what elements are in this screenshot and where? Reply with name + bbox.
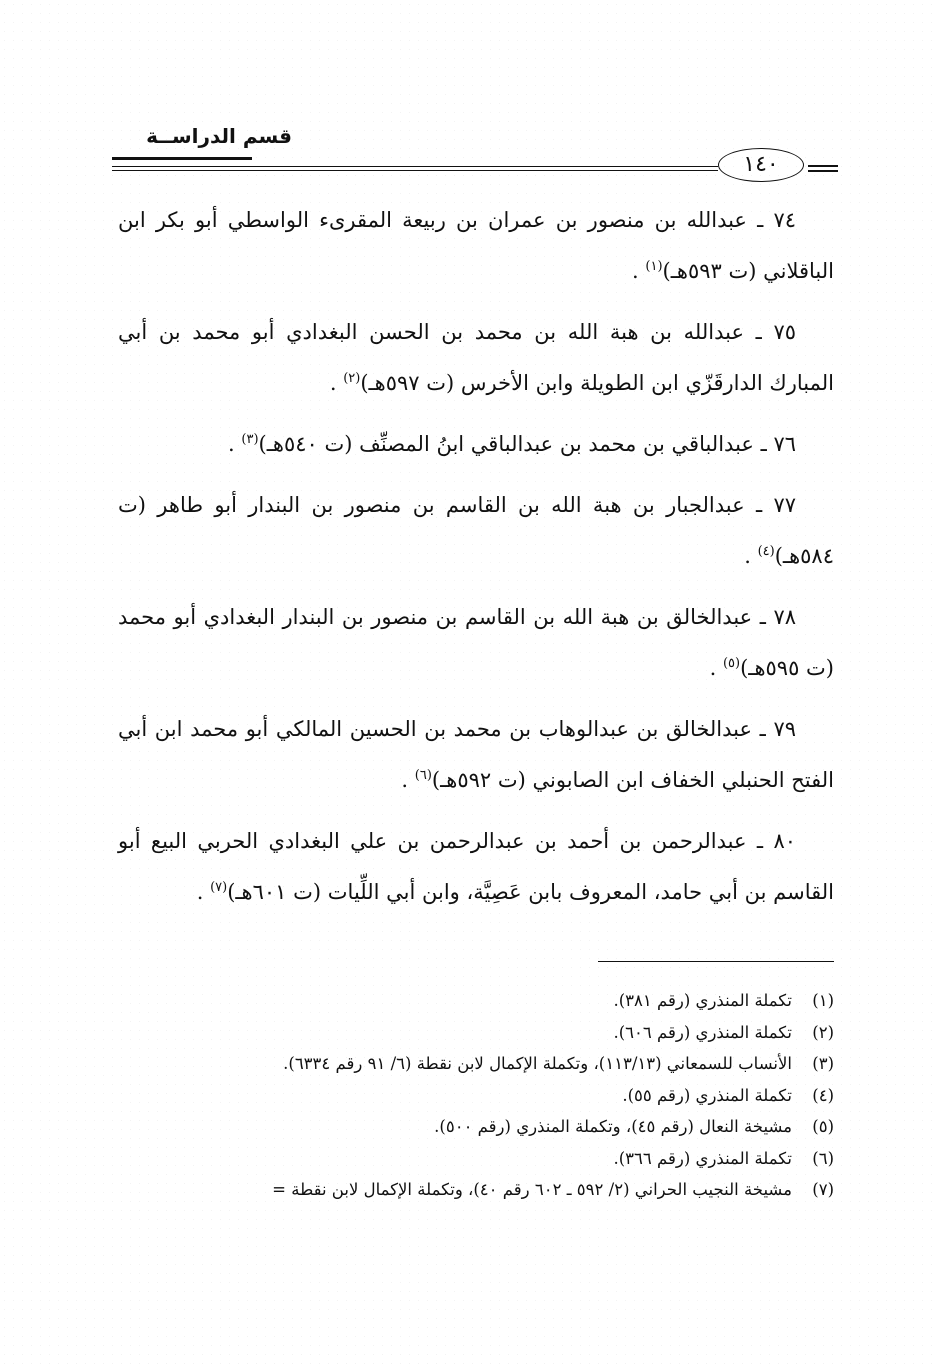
footnote-text: تكملة المنذري (رقم ٣٦٦). — [613, 1148, 792, 1168]
footnote-text: مشيخة النجيب الحراني (٢/ ٥٩٢ ـ ٦٠٢ رقم ٤٠)، وتكملة الإكمال لابن نقطة = — [272, 1180, 792, 1199]
footnote-number: (١) — [812, 991, 834, 1010]
entry-end: . — [196, 880, 211, 904]
footnote — [100, 1111, 834, 1143]
footnote-ref: (٦) — [414, 768, 432, 783]
biography-entry — [118, 704, 834, 806]
entry-text: ٧٤ ـ عبدالله بن منصور بن عمران بن ربيعة المقرىء الواسطي أبو بكر ابن الباقلاني (ت ٥٩٣هـ) — [118, 208, 834, 283]
footnote-number: (٢) — [812, 1022, 834, 1042]
biography-entry — [118, 307, 834, 409]
biography-entry — [118, 480, 834, 582]
header-rule — [112, 166, 718, 167]
entry-end: . — [632, 259, 646, 283]
entry-end: . — [744, 544, 758, 568]
footnote-ref: (٥) — [722, 656, 741, 671]
footnote-number: (٤) — [812, 1085, 834, 1105]
entry-end: . — [401, 768, 415, 792]
footnote — [100, 1174, 834, 1206]
header-rule-right — [808, 170, 838, 172]
section-title: قسم الدراســة — [146, 124, 292, 148]
entry-end: . — [228, 432, 242, 456]
footnote-ref: (٣) — [241, 432, 259, 447]
footnote-text: مشيخة النعال (رقم ٤٥)، وتكملة المنذري (رقم ٥٠٠). — [434, 1117, 792, 1136]
footnote-number: (٧) — [812, 1180, 834, 1199]
entry-text: ٧٥ ـ عبدالله بن هبة الله بن محمد بن الحسن البغدادي أبو محمد بن أبي المبارك الدارقَزّي ابن الطويلة وابن الأخرس (ت ٥٩٧هـ) — [118, 320, 834, 395]
footnote-ref: (٢) — [343, 371, 361, 386]
footnote-number: (٦) — [812, 1148, 834, 1168]
entry-end: . — [709, 656, 723, 680]
footnote-text: تكملة المنذري (رقم ٣٨١). — [613, 991, 792, 1010]
entry-text: ٨٠ ـ عبدالرحمن بن أحمد بن عبدالرحمن بن علي البغدادي الحربي البيع أبو القاسم بن أبي حامد، المعروف بابن عَصِيَّة، وابن أبي اللِّيات (ت ٦٠١هـ) — [118, 829, 834, 904]
footnote-text: تكملة المنذري (رقم ٥٥). — [622, 1085, 792, 1105]
footnote — [100, 1017, 834, 1049]
footnote — [100, 985, 834, 1017]
footnote-separator — [598, 961, 834, 962]
footnote-text: الأنساب للسمعاني (١١٣/١٣)، وتكملة الإكمال لابن نقطة (٦/ ٩١ رقم ٦٣٣٤). — [283, 1054, 792, 1073]
biography-entries — [118, 195, 834, 928]
footnote — [100, 1048, 834, 1080]
footnote — [100, 1080, 834, 1112]
footnote-ref: (١) — [645, 259, 663, 274]
footnotes — [100, 985, 834, 1206]
footnote-number: (٥) — [812, 1117, 834, 1136]
title-underline — [112, 157, 252, 160]
header-rule-right — [808, 165, 838, 167]
biography-entry — [118, 592, 834, 694]
footnote-number: (٣) — [812, 1054, 834, 1073]
biography-entry — [118, 195, 834, 297]
footnote — [100, 1143, 834, 1175]
entry-text: ٧٩ ـ عبدالخالق بن عبدالوهاب بن محمد بن الحسين المالكي أبو محمد ابن أبي الفتح الحنبلي الخفاف ابن الصابوني (ت ٥٩٢هـ) — [118, 717, 834, 792]
footnote-text: تكملة المنذري (رقم ٦٠٦). — [613, 1022, 792, 1042]
footnote-ref: (٧) — [210, 880, 228, 895]
entry-text: ٧٦ ـ عبدالباقي بن محمد بن عبدالباقي ابنُ المصنِّف (ت ٥٤٠هـ) — [258, 432, 796, 456]
header-rule — [112, 170, 718, 171]
page-number: ١٤٠ — [718, 148, 804, 182]
entry-text: ٧٨ ـ عبدالخالق بن هبة الله بن القاسم بن منصور بن البندار البغدادي أبو محمد (ت ٥٩٥هـ) — [118, 605, 834, 680]
footnote-ref: (٤) — [757, 544, 775, 559]
entry-end: . — [329, 371, 344, 395]
biography-entry — [118, 419, 834, 470]
entry-text: ٧٧ ـ عبدالجبار بن هبة الله بن القاسم بن منصور بن البندار أبو طاهر (ت ٥٨٤هـ) — [118, 493, 834, 568]
biography-entry — [118, 816, 834, 918]
